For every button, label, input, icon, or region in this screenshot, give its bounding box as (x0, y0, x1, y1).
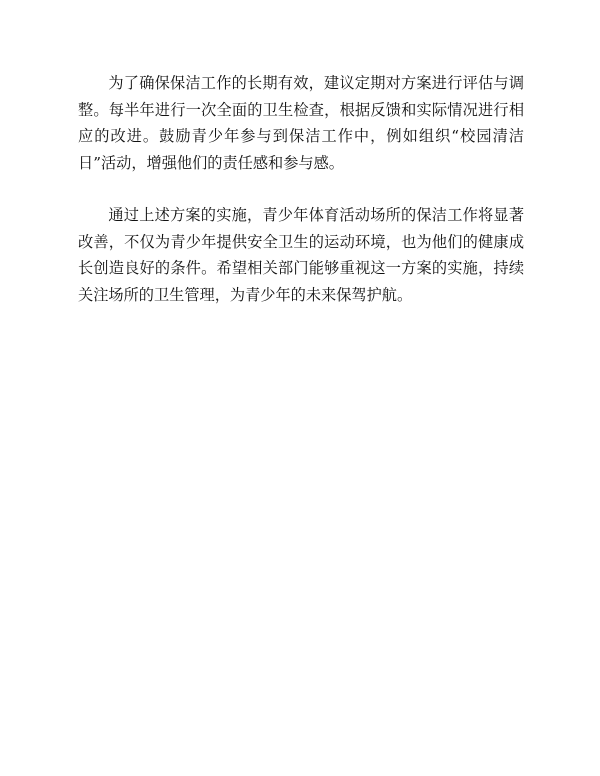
paragraph-evaluation: 为了确保保洁工作的长期有效，建议定期对方案进行评估与调整。每半年进行一次全面的卫生检查，根据反馈和实际情况进行相应的改进。鼓励青少年参与到保洁工作中，例如组织“校园清洁日”活动，增强他们的责任感和参与感。 (78, 74, 524, 172)
document-body (78, 70, 524, 308)
paragraph-conclusion: 通过上述方案的实施，青少年体育活动场所的保洁工作将显著改善，不仅为青少年提供安全卫生的运动环境，也为他们的健康成长创造良好的条件。希望相关部门能够重视这一方案的实施，持续关注场所的卫生管理，为青少年的未来保驾护航。 (78, 206, 524, 304)
